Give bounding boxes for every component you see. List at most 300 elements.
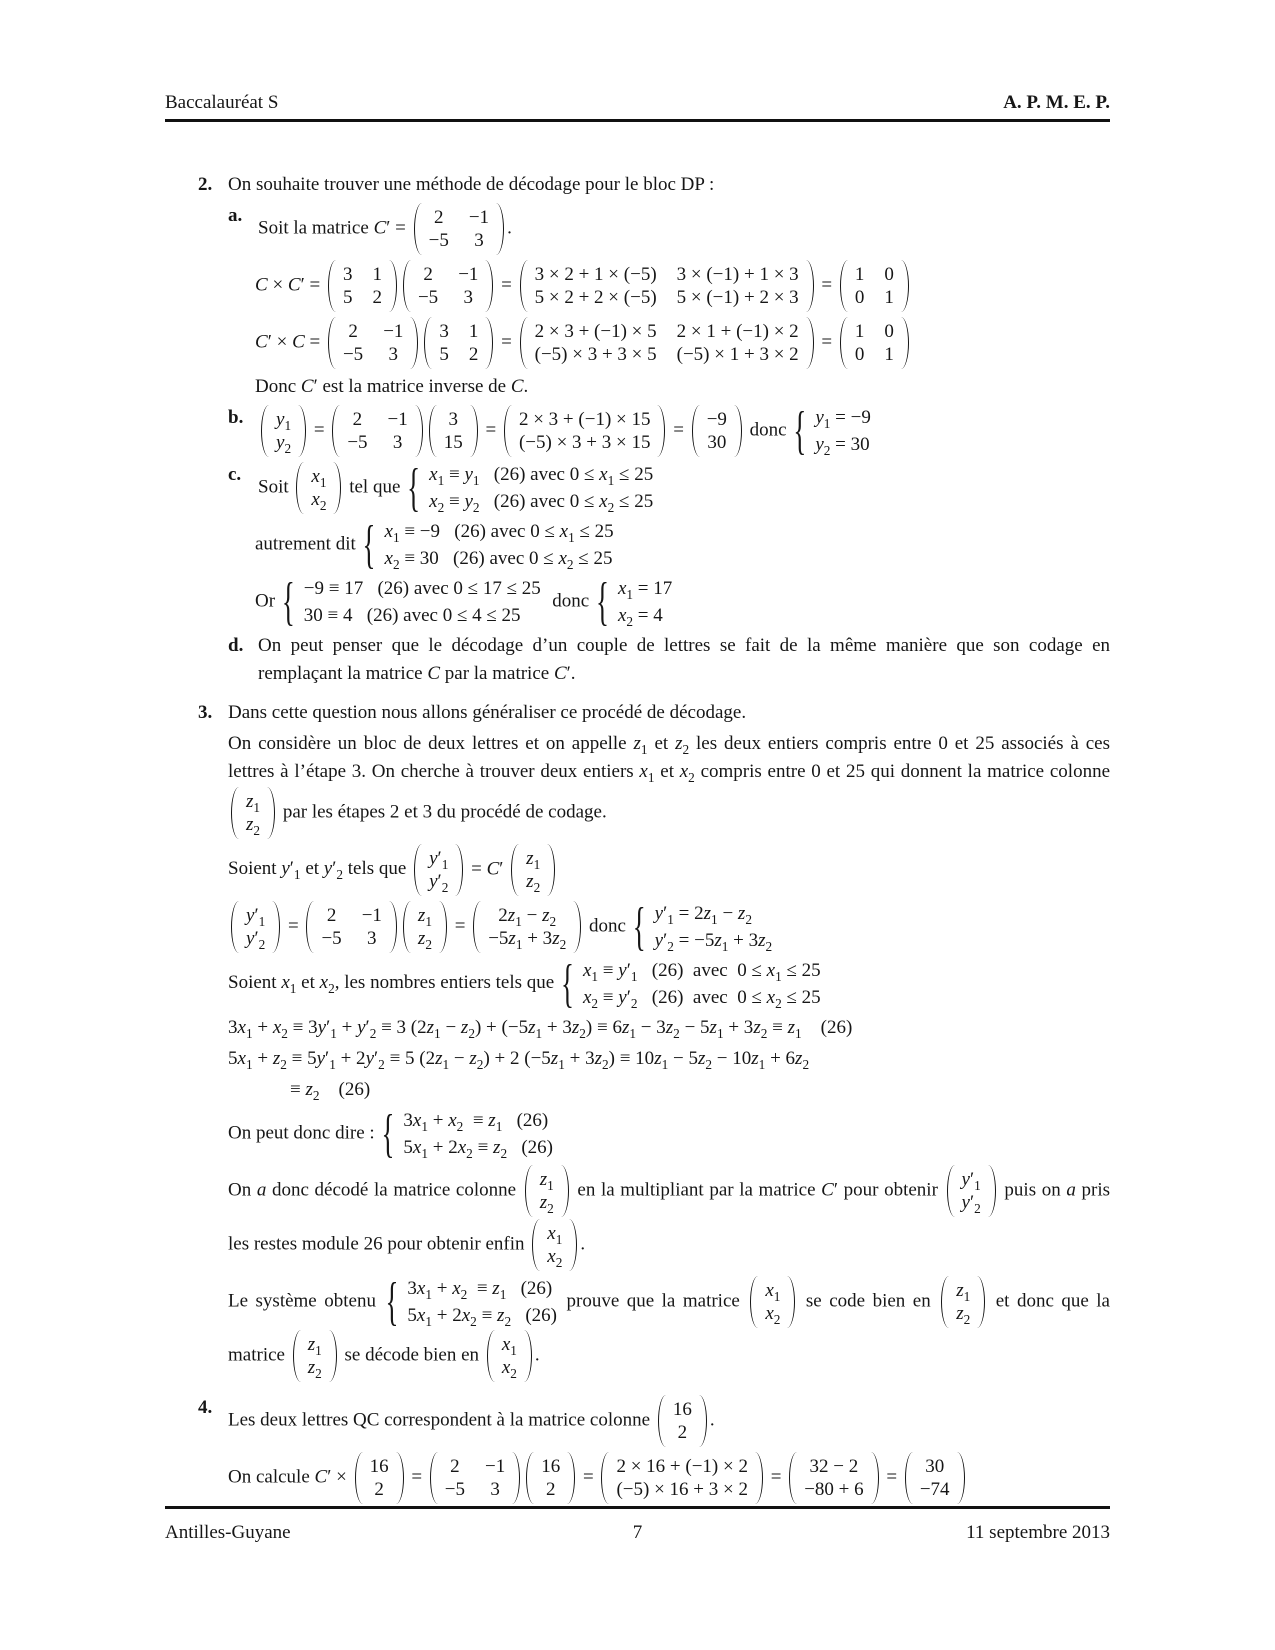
text-run: . (709, 1409, 715, 1431)
matrix-cell: 0 (884, 264, 894, 285)
text-line (255, 373, 1110, 401)
right-paren (547, 844, 555, 896)
line-content (228, 896, 1110, 956)
equation-system (793, 400, 871, 460)
matrix-cell: 1 (884, 287, 894, 308)
matrix-cell: $y'_2$ (961, 1192, 981, 1216)
line-content (255, 373, 1110, 401)
matrix-cell: 5 × 2 + 2 × (−5) (534, 287, 657, 308)
matrix-cell: $z_2$ (246, 814, 261, 838)
right-paren (901, 317, 909, 369)
right-paren (267, 787, 275, 839)
matrix-cell: −5 (342, 344, 364, 365)
footer-rule (165, 1506, 1110, 1509)
system-row: $x_1 = 17$ (617, 578, 673, 602)
right-paren (734, 405, 742, 457)
matrix (750, 1276, 795, 1328)
matrix-cell: 5 (439, 344, 449, 365)
text-line (228, 1103, 1110, 1163)
text-run: = (309, 419, 330, 441)
left-paren (429, 405, 437, 457)
matrix-grid (528, 260, 806, 312)
matrix-cell: 2 (450, 1456, 460, 1477)
text-run: Le système obtenu (228, 1290, 384, 1312)
line-content (228, 843, 1110, 897)
matrix-cell: $z_1$ (539, 1169, 554, 1193)
matrix-cell: $z_2$ (956, 1303, 971, 1327)
text-run: donc (542, 590, 594, 612)
text-run: . (534, 1344, 540, 1366)
text-run: = (406, 1466, 427, 1488)
matrix-cell: 1 (468, 321, 479, 342)
left-paren (430, 1452, 438, 1504)
matrix-cell: 2 (374, 1479, 384, 1500)
matrix-grid (848, 317, 901, 369)
line-content (228, 699, 1110, 727)
matrix-grid (533, 1165, 561, 1217)
right-paren (470, 405, 478, 457)
text-run: On considère un bloc de deux lettres et on appelle $z_1$ et $z_2$ les deux entiers compris entre 0 et 25 associés à ces lettres à l’étape 3. On cherche à trouver deux entiers $x_1$ et $x_2$ compris entre 0 et 25 qui donnent la matrice colonne (228, 733, 1110, 785)
line-content (228, 1271, 1110, 1383)
system-row: $x_2 \equiv y_2$ (26) avec $0 \le x_2 \le 25$ (429, 491, 654, 515)
matrix (487, 1330, 532, 1382)
matrix-cell: $y'_2$ (429, 871, 449, 895)
footer-right: 11 septembre 2013 (966, 1522, 1110, 1543)
right-paren (657, 405, 665, 457)
left-paren (601, 1452, 609, 1504)
line-content (228, 1014, 1110, 1042)
system-row: $y'_2 = -5z_1 + 3z_2$ (654, 930, 773, 954)
page-header (165, 92, 1110, 122)
text-run: = (668, 419, 689, 441)
right-paren (439, 901, 447, 953)
header-row (165, 92, 1110, 114)
text-run: prouve que la matrice (559, 1290, 748, 1312)
system-row: $x_1 \equiv y_1$ (26) avec $0 \le x_1 \le 25$ (429, 464, 654, 488)
left-paren (296, 462, 304, 514)
left-paren (306, 901, 314, 953)
matrix-grid (609, 1452, 755, 1504)
left-paren (532, 1219, 540, 1271)
matrix-grid (411, 901, 439, 953)
right-paren (988, 1165, 996, 1217)
matrix-cell: (−5) × 3 + 3 × 5 (534, 344, 657, 365)
right-paren (561, 1165, 569, 1217)
system-brace: { (560, 953, 574, 1013)
text-run: puis on a pris les restes module 26 pour obtenir enfin (228, 1179, 1111, 1255)
system-row: $x_2 \equiv 30$ (26) avec $0 \le x_2 \le 25$ (384, 548, 613, 572)
text-line (255, 316, 1110, 370)
matrix-cell: 3 (388, 344, 399, 365)
line-content (258, 457, 1110, 517)
matrix-cell: $z_2$ (526, 871, 541, 895)
matrix-grid (239, 901, 272, 953)
matrix-cell: 3 (490, 1479, 500, 1500)
matrix-cell: 2 (372, 287, 382, 308)
matrix-grid (519, 844, 547, 896)
left-paren (328, 260, 336, 312)
matrix (328, 260, 397, 312)
matrix-cell: 3 (392, 432, 403, 453)
left-paren (947, 1165, 955, 1217)
left-paren (520, 260, 528, 312)
matrix-cell: −1 (361, 905, 382, 926)
system-row: $x_1 \equiv y'_1$ (26) avec $0 \le x_1 \le 25$ (582, 960, 821, 984)
right-paren (298, 405, 306, 457)
matrix-cell: 5 × (−1) + 2 × 3 (676, 287, 799, 308)
matrix-cell: 2 (352, 409, 363, 430)
line-content (228, 1394, 1110, 1448)
system-row: $y_1 = -9$ (815, 407, 871, 431)
matrix-grid (336, 260, 389, 312)
list-item (228, 202, 1110, 256)
matrix-cell: 2 × 1 + (−1) × 2 (676, 321, 799, 342)
matrix-cell: 3 (439, 321, 449, 342)
matrix-cell: $x_2$ (765, 1303, 781, 1327)
text-run: = (496, 331, 517, 353)
matrix-cell: 2 × 3 + (−1) × 5 (534, 321, 657, 342)
left-paren (424, 317, 432, 369)
right-paren (485, 317, 493, 369)
left-paren (905, 1452, 913, 1504)
matrix (231, 901, 280, 953)
text-run: = (816, 274, 837, 296)
system-row: $5x_1 + 2x_2 \equiv z_2$ (26) (403, 1137, 553, 1161)
matrix-cell: 2 (545, 1479, 556, 1500)
text-run: C′ × C = (255, 331, 325, 353)
text-run: autrement dit (255, 533, 361, 555)
matrix-cell: $y'_1$ (429, 848, 449, 872)
text-run: = (480, 419, 501, 441)
matrix-cell: 16 (541, 1456, 561, 1477)
matrix-grid (314, 901, 388, 953)
matrix-cell: $z_1$ (246, 791, 261, 815)
matrix-cell: 2 (423, 264, 433, 285)
matrix (429, 405, 478, 457)
text-line (228, 896, 1110, 956)
right-paren (512, 1452, 520, 1504)
matrix-cell: 0 (854, 344, 865, 365)
matrix-cell: 1 (854, 264, 865, 285)
text-run: $5x_1 + z_2 \equiv 5y'_1 + 2y'_2 \equiv 5$ $(2z_1 - z_2) + 2$ $(-5z_1 + 3z_2) \equiv 10z_1 - 5z_2 - 10z_1 + 6z_2$ (228, 1048, 810, 1072)
left-paren (525, 1165, 533, 1217)
line-content (258, 400, 1110, 460)
matrix-cell: 30 (707, 432, 727, 453)
right-paren (957, 1452, 965, 1504)
system-rows (655, 900, 773, 954)
text-line (255, 571, 1110, 631)
matrix-cell: 2 (677, 1422, 688, 1443)
text-run: tel que (344, 476, 406, 498)
matrix-cell: $y'_1$ (961, 1169, 981, 1193)
left-paren (293, 1330, 301, 1382)
right-paren (415, 405, 423, 457)
system-rows (385, 518, 614, 572)
matrix-cell: 2 × 3 + (−1) × 15 (518, 409, 651, 430)
text-run: On souhaite trouver une méthode de décodage pour le bloc DP : (228, 174, 715, 195)
line-content (290, 1076, 1110, 1104)
text-run: = (816, 331, 837, 353)
left-paren (511, 844, 519, 896)
matrix-cell: $x_1$ (501, 1334, 517, 1358)
system-brace: { (793, 400, 807, 460)
matrix-grid (239, 787, 267, 839)
matrix-cell: 3 (448, 409, 458, 430)
header-right-title: A. P. M. E. P. (1003, 92, 1110, 113)
left-paren (355, 1452, 363, 1504)
matrix (789, 1452, 878, 1504)
document-blocks (165, 160, 1110, 1508)
matrix (692, 405, 742, 457)
matrix-cell: −9 (706, 409, 727, 430)
matrix-grid (758, 1276, 787, 1328)
text-run: = C′ (466, 858, 509, 880)
system-row: $3x_1 + x_2 \equiv z_1$ (26) (407, 1278, 553, 1302)
right-paren (569, 1219, 577, 1271)
matrix-grid (336, 317, 410, 369)
matrix-grid (432, 317, 485, 369)
line-content (228, 1045, 1110, 1073)
system-rows (429, 461, 653, 515)
text-run: On a donc décodé la matrice colonne (228, 1179, 522, 1201)
text-run: Les deux lettres QC correspondent à la matrice colonne (228, 1409, 655, 1431)
matrix-grid (481, 901, 573, 953)
text-run: Dans cette question nous allons généraliser ce procédé de décodage. (228, 702, 747, 723)
text-run: On calcule C′ × (228, 1466, 352, 1488)
right-paren (333, 462, 341, 514)
matrix-cell: $x_1$ (765, 1280, 781, 1304)
text-run: ≡ $z_2$ (26) (290, 1079, 371, 1103)
equation-system (595, 571, 673, 631)
left-paren (692, 405, 700, 457)
matrix-grid (269, 405, 298, 457)
text-line (255, 514, 1110, 574)
matrix-grid (955, 1165, 988, 1217)
right-paren (524, 1330, 532, 1382)
system-row: $y_2 = 30$ (815, 434, 870, 458)
matrix-grid (666, 1395, 699, 1447)
line-content (228, 1103, 1110, 1163)
matrix (905, 1452, 965, 1504)
system-row: $x_2 \equiv y'_2$ (26) avec $0 \le x_2 \le 25$ (582, 987, 821, 1011)
matrix (430, 1452, 520, 1504)
matrix-grid (512, 405, 658, 457)
header-rule (165, 119, 1110, 122)
left-paren (840, 260, 848, 312)
matrix-grid (437, 405, 470, 457)
system-brace: { (362, 514, 376, 574)
matrix-cell: −1 (458, 264, 479, 285)
matrix-cell: 3 (367, 928, 377, 949)
system-brace: { (632, 896, 646, 956)
system-rows (403, 1107, 553, 1161)
text-run: On peut penser que le décodage d’un couple de lettres se fait de la même manière que son codage en remplaçant la matrice C par la matrice C′. (258, 635, 1110, 684)
matrix-cell: 0 (854, 287, 865, 308)
left-paren (403, 260, 411, 312)
matrix-cell: −1 (485, 1456, 506, 1477)
matrix-cell: −5 (321, 928, 342, 949)
matrix-cell: $y'_1$ (246, 905, 266, 929)
system-row: $x_1 \equiv -9$ (26) avec $0 \le x_1 \le 25$ (384, 521, 614, 545)
equation-system (281, 571, 541, 631)
right-paren (806, 317, 814, 369)
list-item (228, 457, 1110, 517)
matrix-cell: 32 − 2 (809, 1456, 859, 1477)
page-footer (165, 1506, 1110, 1544)
matrix (941, 1276, 985, 1328)
matrix (293, 1330, 337, 1382)
system-row: −9 ≡ 17 (26) avec 0 ≤ 17 ≤ 25 (303, 578, 541, 599)
matrix-grid (422, 844, 455, 896)
matrix-cell: 2 (348, 321, 358, 342)
matrix-grid (534, 1452, 567, 1504)
matrix-cell: $-5z_1 + 3z_2$ (488, 928, 567, 952)
matrix-grid (797, 1452, 870, 1504)
matrix (601, 1452, 763, 1504)
matrix-cell: −5 (347, 432, 368, 453)
matrix-cell: 3 (474, 230, 484, 251)
system-row: $y'_1 = 2z_1 - z_2$ (654, 903, 752, 927)
matrix-cell: 2 (433, 207, 444, 228)
text-run: Soit (258, 476, 294, 498)
text-run: donc (744, 419, 792, 441)
matrix (355, 1452, 404, 1504)
matrix-cell: $2z_1 - z_2$ (498, 905, 557, 929)
matrix-cell: 15 (443, 432, 463, 453)
left-paren (487, 1330, 495, 1382)
matrix-cell: 2 × 16 + (−1) × 2 (616, 1456, 748, 1477)
list-item (228, 400, 1110, 460)
matrix (403, 260, 493, 312)
left-paren (231, 787, 239, 839)
text-run: . (507, 217, 512, 239)
matrix-cell: $y_2$ (276, 432, 292, 456)
text-line (228, 1451, 1110, 1505)
right-paren (901, 260, 909, 312)
right-paren (806, 260, 814, 312)
left-paren (504, 405, 512, 457)
text-run: et donc que la matrice (228, 1290, 1110, 1366)
left-paren (526, 1452, 534, 1504)
system-rows (304, 575, 541, 629)
matrix-cell: (−5) × 3 + 3 × 15 (518, 432, 651, 453)
matrix-cell: $z_2$ (307, 1357, 322, 1381)
matrix-cell: −1 (383, 321, 404, 342)
matrix-grid (700, 405, 734, 457)
system-row: $3x_1 + x_2 \equiv z_1$ (26) (403, 1110, 549, 1134)
matrix-cell: 3 (463, 287, 474, 308)
matrix-cell: 30 (925, 1456, 945, 1477)
text-run: Donc C′ est la matrice inverse de C. (255, 376, 529, 397)
matrix-grid (304, 462, 333, 514)
matrix-cell: $y_1$ (276, 409, 292, 433)
matrix-cell: $z_1$ (417, 905, 432, 929)
matrix-cell: $z_1$ (526, 848, 541, 872)
left-paren (403, 901, 411, 953)
left-paren (473, 901, 481, 953)
matrix (328, 317, 418, 369)
text-run: Soient $y'_1$ et $y'_2$ tels que (228, 858, 412, 883)
matrix (511, 844, 555, 896)
equation-system (385, 1271, 557, 1331)
matrix (261, 405, 306, 457)
matrix (231, 787, 275, 839)
text-run: se code bien en (798, 1290, 939, 1312)
system-brace: { (595, 571, 609, 631)
text-run: = (881, 1466, 902, 1488)
text-line (228, 1045, 1110, 1073)
item-label: 2. (198, 174, 213, 195)
matrix-grid (540, 1219, 569, 1271)
text-run: C × C′ = (255, 274, 325, 296)
matrix-cell: −5 (444, 1479, 466, 1500)
left-paren (414, 203, 422, 255)
item-label: b. (228, 407, 244, 428)
matrix-cell: 3 (342, 264, 353, 285)
line-content (255, 571, 1110, 631)
header-left-title: Baccalauréat S (165, 92, 279, 113)
text-run: On peut donc dire : (228, 1122, 380, 1144)
equation-system (407, 457, 654, 517)
matrix-cell: 1 (884, 344, 894, 365)
matrix (532, 1219, 577, 1271)
right-paren (396, 1452, 404, 1504)
text-line (228, 1076, 1110, 1104)
matrix (424, 317, 493, 369)
system-row: $5x_1 + 2x_2 \equiv z_2$ (26) (407, 1305, 557, 1329)
list-item (198, 699, 1110, 727)
matrix-cell: −5 (428, 230, 449, 251)
footer-page-number: 7 (632, 1522, 643, 1543)
text-line (255, 259, 1110, 313)
matrix-cell: −1 (387, 409, 408, 430)
system-brace: { (381, 1103, 395, 1163)
matrix-cell: 3 × 2 + 1 × (−5) (534, 264, 657, 285)
matrix-grid (422, 203, 496, 255)
text-line (228, 843, 1110, 897)
matrix-cell: 0 (884, 321, 894, 342)
list-item (228, 632, 1110, 688)
left-paren (414, 844, 422, 896)
text-run: = (765, 1466, 787, 1488)
matrix-cell: (−5) × 1 + 3 × 2 (676, 344, 799, 365)
matrix (840, 317, 909, 369)
list-item (198, 171, 1110, 199)
right-paren (977, 1276, 985, 1328)
right-paren (455, 844, 463, 896)
system-rows (815, 404, 871, 458)
text-run: = (449, 915, 471, 937)
matrix (306, 901, 396, 953)
right-paren (755, 1452, 763, 1504)
text-run: Soient $x_1$ et $x_2$, les nombres entiers tels que (228, 972, 559, 997)
matrix-cell: (−5) × 16 + 3 × 2 (616, 1479, 748, 1500)
matrix (520, 317, 814, 369)
line-content (228, 730, 1110, 840)
text-line (228, 1271, 1110, 1383)
right-paren (496, 203, 504, 255)
left-paren (789, 1452, 797, 1504)
matrix-cell: $z_2$ (539, 1192, 554, 1216)
matrix (526, 1452, 575, 1504)
line-content (228, 1451, 1110, 1505)
right-paren (699, 1395, 707, 1447)
right-paren (787, 1276, 795, 1328)
matrix (414, 203, 504, 255)
system-brace: { (281, 571, 295, 631)
right-paren (567, 1452, 575, 1504)
text-run: = (496, 274, 517, 296)
